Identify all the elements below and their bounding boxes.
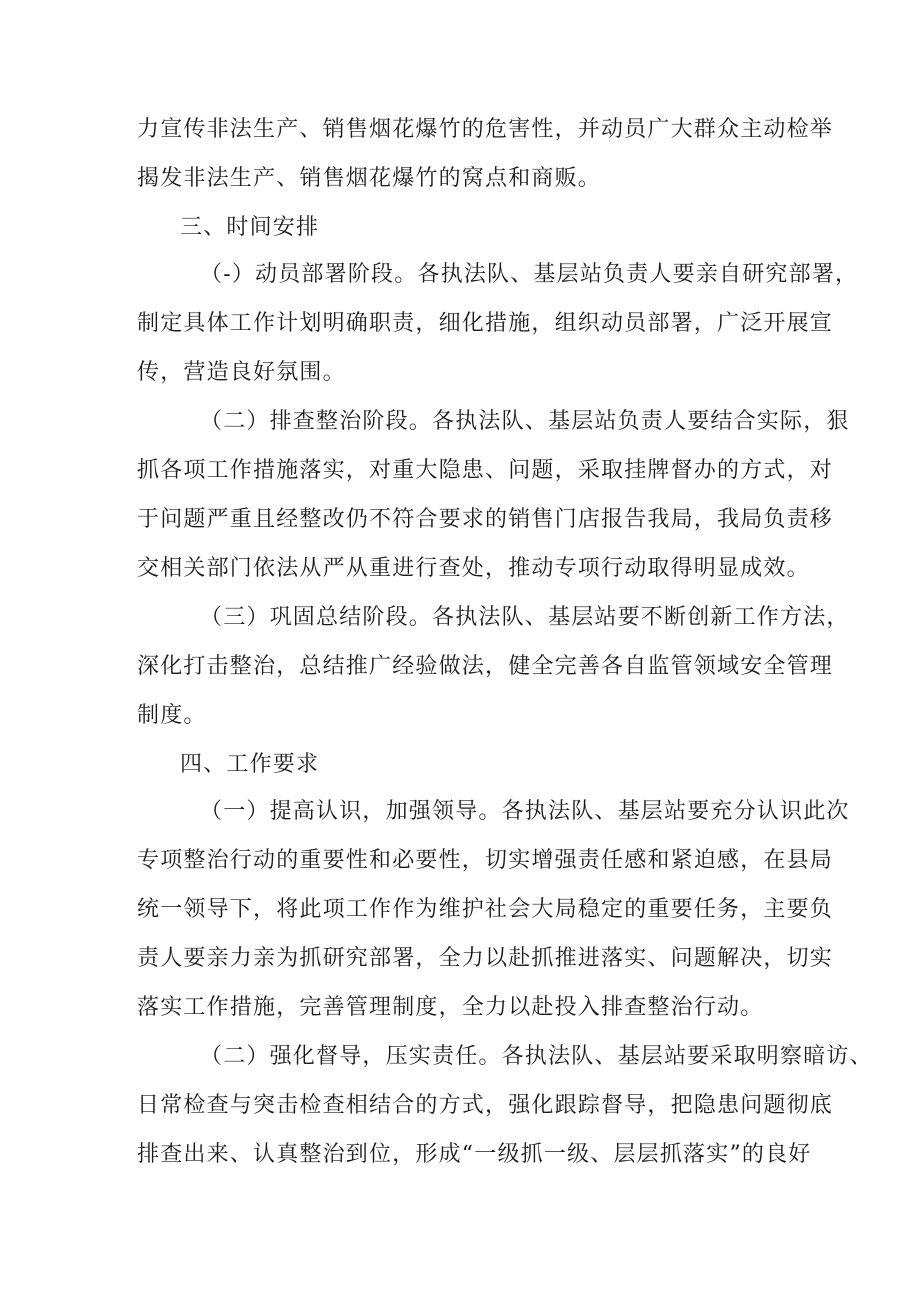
- body-text-line: 专项整治行动的重要性和必要性，切实增强责任感和紧迫感，在县局: [137, 848, 834, 873]
- body-text-line: 力宣传非法生产、销售烟花爆竹的危害性，并动员广大群众主动检举: [137, 117, 834, 142]
- body-text-line: 深化打击整治，总结推广经验做法，健全完善各自监管领域安全管理: [137, 654, 834, 679]
- body-text-line: （-）动员部署阶段。各执法队、基层站负责人要亲自研究部署，: [200, 262, 859, 287]
- body-text-line: 制定具体工作计划明确职责，细化措施，组织动员部署，广泛开展宣: [137, 311, 834, 336]
- body-text-line: 统一领导下，将此项工作作为维护社会大局稳定的重要任务，主要负: [137, 897, 834, 922]
- body-text-line: （三）巩固总结阶段。各执法队、基层站要不断创新工作方法，: [200, 605, 850, 630]
- body-text-line: 落实工作措施，完善管理制度，全力以赴投入排查整治行动。: [137, 995, 764, 1020]
- body-text-line: 制度。: [137, 703, 207, 728]
- body-text-line: 排查出来、认真整治到位，形成“一级抓一级、层层抓落实”的良好: [137, 1142, 812, 1167]
- body-text-line: （二）排查整治阶段。各执法队、基层站负责人要结合实际，狠: [200, 409, 850, 434]
- section-heading: 三、时间安排: [180, 215, 320, 240]
- body-text-line: 于问题严重且经整改仍不符合要求的销售门店报告我局，我局负责移: [137, 507, 834, 532]
- body-text-line: 抓各项工作措施落实，对重大隐患、问题，采取挂牌督办的方式，对: [137, 458, 834, 483]
- body-text-line: 揭发非法生产、销售烟花爆竹的窝点和商贩。: [137, 166, 602, 191]
- body-text-line: 交相关部门依法从严从重进行查处，推动专项行动取得明显成效。: [137, 556, 810, 581]
- section-heading: 四、工作要求: [180, 752, 320, 777]
- body-text-line: 责人要亲力亲为抓研究部署，全力以赴抓推进落实、问题解决，切实: [137, 946, 834, 971]
- body-text-line: （二）强化督导，压实责任。各执法队、基层站要采取明察暗访、: [200, 1044, 873, 1069]
- body-text-line: （一）提高认识，加强领导。各执法队、基层站要充分认识此次: [200, 799, 850, 824]
- body-text-line: 传，营造良好氛围。: [137, 360, 346, 385]
- body-text-line: 日常检查与突击检查相结合的方式，强化跟踪督导，把隐患问题彻底: [137, 1093, 834, 1118]
